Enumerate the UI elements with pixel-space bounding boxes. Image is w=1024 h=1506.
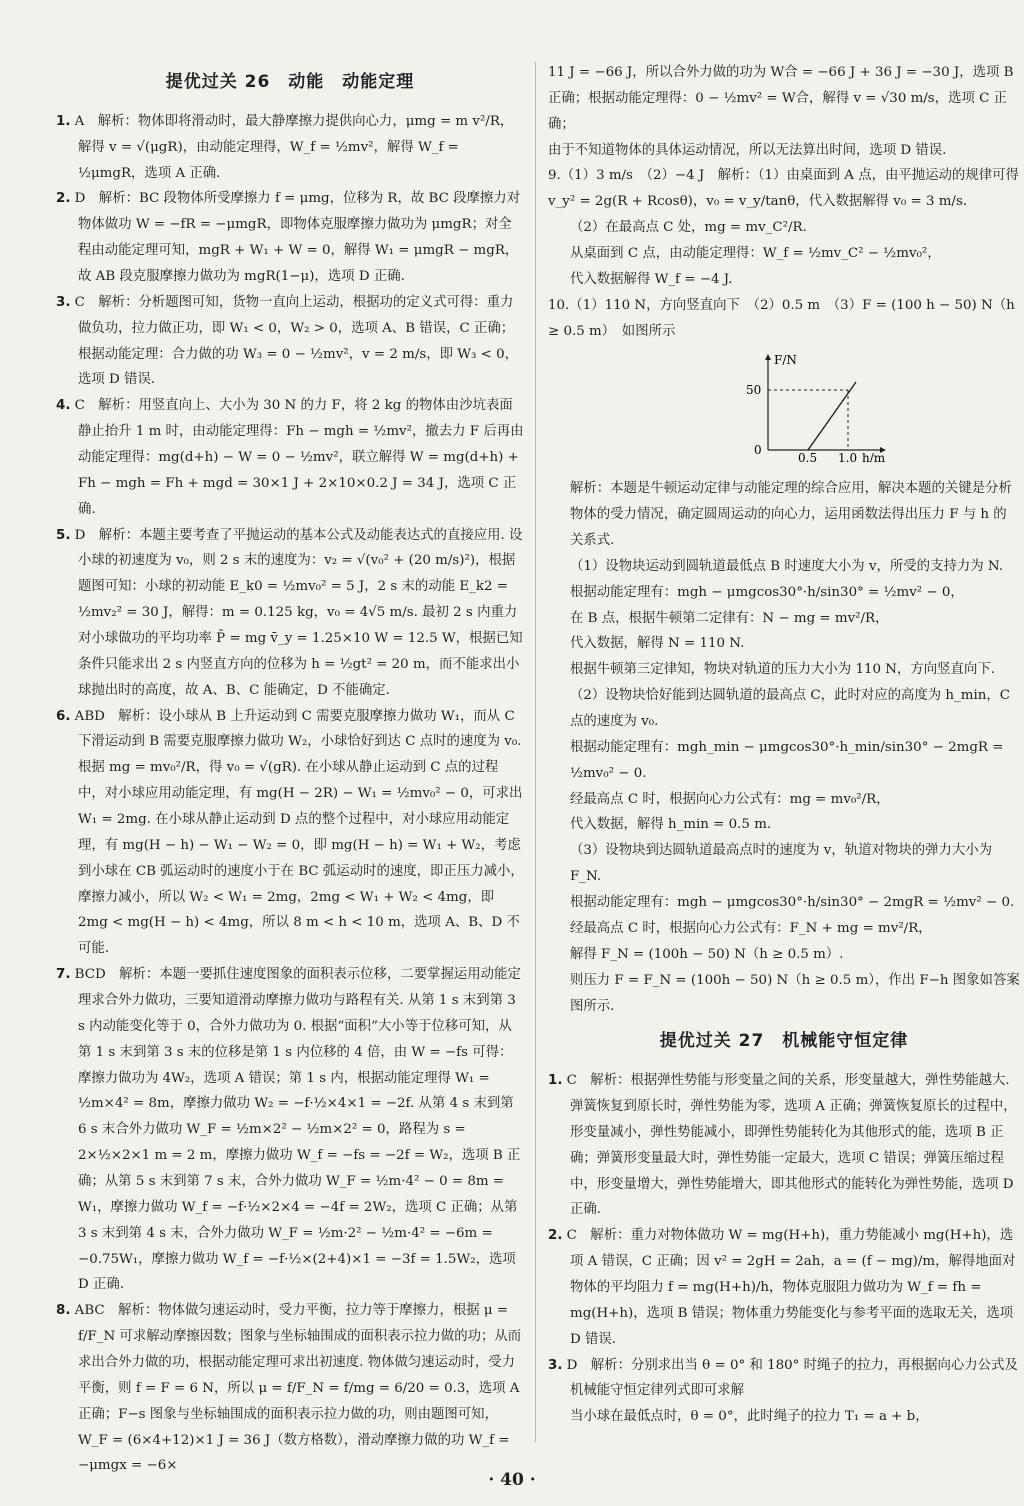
answer-9-head: 9.（1）3 m/s （2）−4 J 解析：（1）由桌面到 A 点，由平抛运动的规律可得 v_y² = 2g(R + Rcosθ)，v₀ = v_y/tanθ，代入数据解得 v₀ = 3 m/s.: [548, 168, 1019, 210]
continuation-line: 由于不知道物体的具体运动情况，所以无法算出时间，选项 D 错误.: [548, 142, 947, 158]
answer-item: 4. C 解析：用竖直向上、大小为 30 N 的力 F，将 2 kg 的物体由沙坑表面静止抬升 1 m 时，由动能定理得：Fh − mgh = ½mv²，撤去力 F 后再由动能定理得：mg(d+h) − W = 0 − ½mv²，联立解得 W = mg(d+h) + Fh − mgh = Fh + mgd = 30×1 J + 2×10×0.2 J = 34 J，选项 C 正确.: [56, 398, 524, 517]
answer-10-line: 则压力 F = F_N = (100h − 50) N（h ≥ 0.5 m），作出 F−h 图象如答案图所示.: [570, 972, 1020, 1014]
answer-item: 8. ABC 解析：物体做匀速运动时，受力平衡，拉力等于摩擦力，根据 μ = f/F_N 可求解动摩擦因数；图象与坐标轴围成的面积表示拉力做的功；从而求出合外力做的功，根据动能定理可求出初速度. 物体做匀速运动时，受力平衡，则 f = F = 6 N，所以 μ = f/F_N = f/mg = 6/20 = 0.3，选项 A 正确；F−s 图象与坐标轴围成的面积表示拉力做的功，则由题图可知，W_F = (6×4+12)×1 J = 36 J（数方格数），滑动摩擦力做的功 W_f = −μmgx = −6×: [56, 1303, 522, 1474]
answer-item: 2. C 解析：重力对物体做功 W = mg(H+h)，重力势能减小 mg(H+h)，选项 A 错误，C 正确；因 v² = 2gH = 2ah，a = (f − mg)/m，解得地面对物体的平均阻力 f = mg(H+h)/h，物体克服阻力做功为 W_f = fh = mg(H+h)，选项 B 错误；物体重力势能变化与参考平面的选取无关，选项 D 错误.: [548, 1228, 1016, 1347]
answer-10-line: （3）设物块到达圆轨道最高点时的速度为 v，轨道对物块的弹力大小为 F_N.: [570, 843, 993, 885]
answer-10-line: 代入数据，解得 N = 110 N.: [570, 636, 745, 652]
y-axis-arrow: [765, 354, 771, 360]
answer-10-line: 代入数据，解得 h_min = 0.5 m.: [570, 817, 772, 833]
answer-item: 3. D 解析：分别求出当 θ = 0° 和 180° 时绳子的拉力，再根据向心力公式及机械能守恒定律列式即可求解: [548, 1357, 1018, 1399]
answer-item: 6. ABD 解析：设小球从 B 上升运动到 C 需要克服摩擦力做功 W₁，而从 C 下滑运动到 B 需要克服摩擦力做功 W₂，小球恰好到达 C 点时的速度为 v₀. 根据 mg = mv₀²/R，得 v₀ = √(gR). 在小球从静止运动到 C 点的过程中，对小球应用动能定理，有 mg(H − 2R) − W₁ = ½mv₀² − 0，可求出 W₁ = 2mg. 在小球从静止运动到 D 点的整个过程中，对小球应用动能定理，有 mg(H − h) − W₁ − W₂ = 0，即 mg(H − h) = W₁ + W₂，考虑到小球在 CB 弧运动时的速度小于在 BC 弧运动时的速度，即正压力减小，摩擦力减小，所以 W₂ < W₁ = 2mg，2mg < W₁ + W₂ < 4mg，即 2mg < mg(H − h) < 4mg，所以 8 m < h < 10 m，选项 A、B、D 不可能.: [56, 708, 524, 957]
continuation-line: 11 J = −66 J，所以合外力做的功为 W合 = −66 J + 36 J = −30 J，选项 B 正确；根据动能定理得：0 − ½mv² = W合，解得 v = √30 m/s，选项 C 正确；: [548, 65, 1014, 132]
answer-9-line: 代入数据解得 W_f = −4 J.: [570, 271, 733, 287]
column-divider: [535, 62, 536, 1442]
answer-10-line: 解析：本题是牛顿运动定律与动能定理的综合应用，解决本题的关键是分析物体的受力情况，确定圆周运动的向心力，运用函数法得出压力 F 与 h 的关系式.: [570, 481, 1012, 549]
section-title-27: 提优过关 27 机械能守恒定律: [659, 1031, 909, 1052]
f-h-line: [808, 382, 856, 450]
section-title-26: 提优过关 26 动能 动能定理: [165, 72, 415, 92]
answer-item: 7. BCD 解析：本题一要抓住速度图象的面积表示位移，二要掌握运用动能定理求合外力做功，三要知道滑动摩擦力做功与路程有关. 从第 1 s 末到第 3 s 内动能变化等于 0，合外力做功为 0. 根据“面积”大小等于位移可知，从第 1 s 末到第 3 s 末的位移是第 1 s 内位移的 4 倍，由 W = −fs 可得：摩擦力做功为 4W₂，选项 A 错误；第 1 s 内，根据动能定理得 W₁ = ½m×4² = 8m，摩擦力做功 W₂ = −f·½×4×1 = −2f. 从第 4 s 末到第 6 s 末合外力做功 W_F = ½m×2² − ½m×2² = 0，路程为 s = 2×½×2×1 m = 2 m，摩擦力做功 W_f = −fs = −2f = W₂，选项 B 正确；从第 5 s 末到第 7 s 末，合外力做功 W_F = ½m·4² − 0 = 8m = W₁，摩擦力做功 W_f = −f·½×2×4 = −4f = 2W₂，选项 C 正确；从第 3 s 末到第 4 s 末，合外力做功 W_F = ½m·2² − ½m·4² = −6m = −0.75W₁，摩擦力做功 W_f = −f·½×(2+4)×1 = −3f = 1.5W₂，选项 D 正确.: [56, 967, 521, 1293]
answer-10-line: 经最高点 C 时，根据向心力公式有：F_N + mg = mv²/R，: [570, 920, 932, 936]
x-tick-0-5: 0.5: [798, 451, 818, 463]
f-h-graph-svg: [738, 350, 888, 462]
left-column: [56, 60, 524, 1479]
answer-10-line: 根据动能定理有：mgh − μmgcos30°·h/sin30° = ½mv² − 0，: [570, 584, 964, 600]
answer-10-line: 解得 F_N = (100h − 50) N（h ≥ 0.5 m）.: [570, 946, 844, 962]
answer-10-line: 经最高点 C 时，根据向心力公式有：mg = mv₀²/R，: [570, 791, 890, 807]
page-number: · 40 ·: [488, 1470, 536, 1490]
answer-10-line: 根据动能定理有：mgh − μmgcos30°·h/sin30° − 2mgR = ½mv² − 0.: [570, 895, 1015, 911]
answer-9-line: （2）在最高点 C 处，mg = mv_C²/R.: [570, 220, 807, 236]
answer-item: 2. D 解析：BC 段物体所受摩擦力 f = μmg，位移为 R，故 BC 段摩擦力对物体做功 W = −fR = −μmgR，即物体克服摩擦力做功为 μmgR；对全程由动能定理可知，mgR + W₁ + W = 0，解得 W₁ = μmgR − mgR，故 AB 段克服摩擦力做功为 mgR(1−μ)，选项 D 正确.: [56, 191, 521, 284]
y-tick-50: 50: [746, 383, 762, 398]
f-h-graph: [738, 350, 1020, 472]
origin-label: 0: [754, 443, 762, 458]
x-tick-1-0: 1.0: [838, 451, 858, 463]
answer-item: 3. C 解析：分析题图可知，货物一直向上运动，根据功的定义式可得：重力做负功，拉力做正功，即 W₁ < 0，W₂ > 0，选项 A、B 错误，C 正确；根据动能定理：合力做的功 W₃ = 0 − ½mv²，v = 2 m/s，即 W₃ < 0，选项 D 错误.: [56, 294, 519, 388]
answer-10-line: （2）设物块恰好能到达圆轨道的最高点 C，此时对应的高度为 h_min，C 点的速度为 v₀.: [570, 688, 1010, 730]
answer-10-line: 在 B 点，根据牛顿第二定律有：N − mg = mv²/R，: [570, 610, 889, 626]
answer-9-line: 从桌面到 C 点，由动能定理得：W_f = ½mv_C² − ½mv₀²，: [570, 246, 941, 262]
answer-10-line: 根据动能定理有：mgh_min − μmgcos30°·h_min/sin30° − 2mgR = ½mv₀² − 0.: [570, 739, 1004, 781]
answer-10-head: 10.（1）110 N，方向竖直向下 （2）0.5 m （3）F = (100 h − 50) N（h ≥ 0.5 m） 如图所示: [548, 297, 1015, 339]
answer-item: 5. D 解析：本题主要考查了平抛运动的基本公式及动能表达式的直接应用. 设小球的初速度为 v₀，则 2 s 末的速度为：v₂ = √(v₀² + (20 m/s)²)，根据题图可知：小球的初动能 E_k0 = ½mv₀² = 5 J，2 s 末的动能 E_k2 = ½mv₂² = 30 J，解得：m = 0.125 kg，v₀ = 4√5 m/s. 最初 2 s 内重力对小球做功的平均功率 P̄ = mg v̄_y = 1.25×10 W = 12.5 W，根据已知条件只能求出 2 s 内竖直方向的位移为 h = ½gt² = 20 m，而不能求出小球抛出时的高度，故 A、B、C 能确定，D 不能确定.: [56, 527, 523, 698]
y-axis-label: F/N: [774, 353, 797, 368]
x-axis-label: h/m: [862, 451, 886, 463]
answer-10-line: （1）设物块运动到圆轨道最低点 B 时速度大小为 v，所受的支持力为 N.: [570, 558, 1004, 574]
answer-10-line: 根据牛顿第三定律知，物块对轨道的压力大小为 110 N，方向竖直向下.: [570, 662, 995, 678]
answer-item: 1. A 解析：物体即将滑动时，最大静摩擦力提供向心力，μmg = m v²/R，解得 v = √(μgR)，由动能定理得，W_f = ½mv²，解得 W_f = ½μmgR，选项 A 正确.: [56, 113, 514, 181]
right-column: [548, 60, 1020, 1430]
answer-3-extra: 当小球在最低点时，θ = 0°，此时绳子的拉力 T₁ = a + b，: [570, 1409, 929, 1425]
answer-item: 1. C 解析：根据弹性势能与形变量之间的关系，形变量越大，弹性势能越大. 弹簧恢复到原长时，弹性势能为零，选项 A 正确；弹簧恢复原长的过程中，形变量减小，弹性势能减小，即弹性势能转化为其他形式的能，选项 B 正确；弹簧形变量最大时，弹性势能一定最大，选项 C 错误；弹簧压缩过程中，形变量增大，弹性势能增大，即其他形式的能转化为弹性势能，选项 D 正确.: [548, 1073, 1017, 1218]
